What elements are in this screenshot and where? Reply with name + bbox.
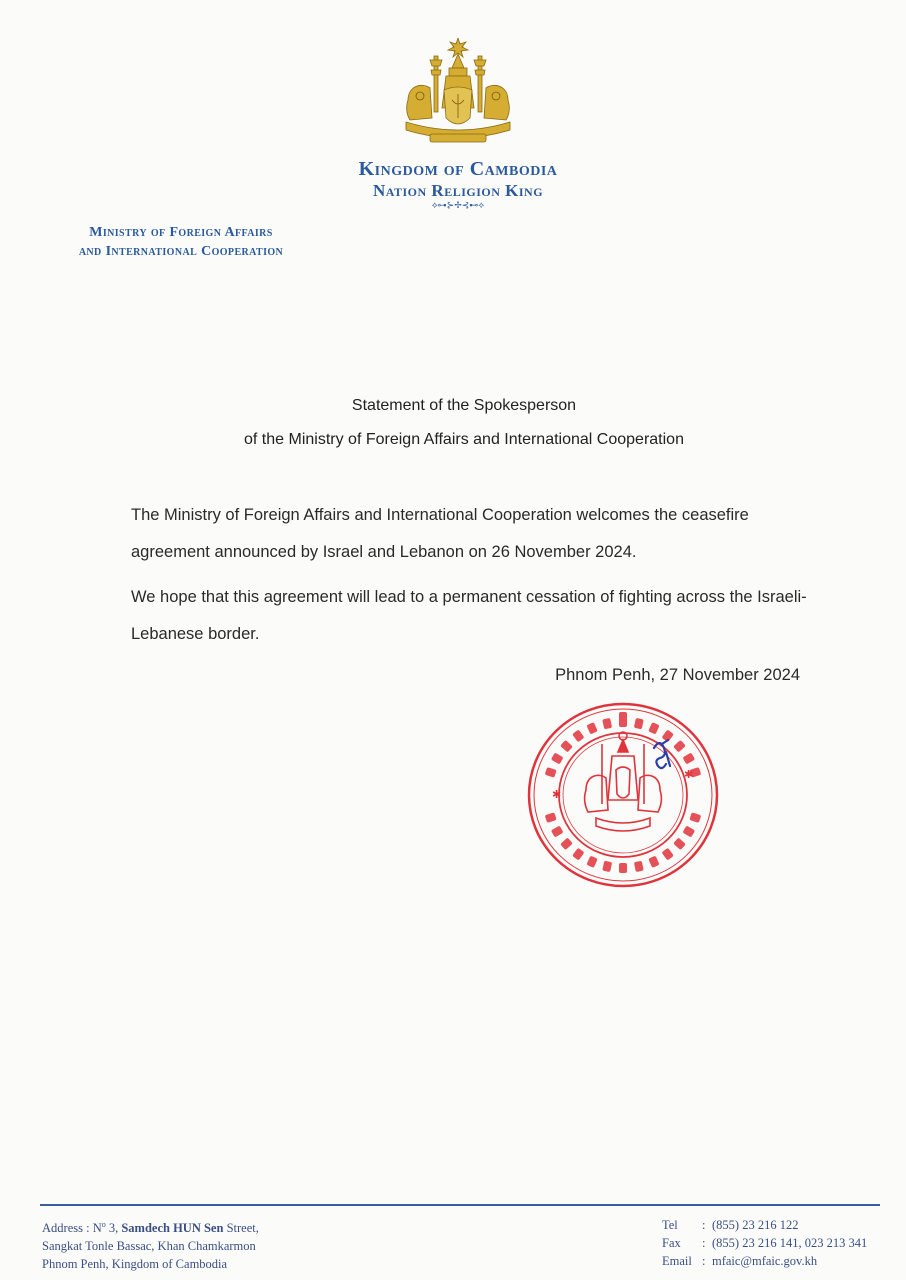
fax-separator: : [702,1236,706,1250]
seal-ring-glyph [648,722,659,734]
email-value: mfaic@mfaic.gov.kh [712,1254,818,1268]
tel-label: Tel [662,1218,678,1232]
seal-ring-glyph [634,861,644,872]
svg-text:✱: ✱ [552,788,562,801]
seal-ring-glyph [560,740,573,753]
address-prefix: Address : N [42,1221,102,1235]
email-separator: : [702,1254,706,1268]
seal-ring-glyph [551,826,564,838]
ministry-name-line1: Ministry of Foreign Affairs [89,225,273,240]
ministry-name-line2: and International Cooperation [78,244,284,259]
statement-title: Statement of the Spokesperson [351,397,577,414]
footer-contacts [662,1216,867,1270]
seal-ring-glyph [634,718,644,729]
tel-value: (855) 23 216 122 [712,1218,799,1232]
svg-text:✱: ✱ [684,768,694,781]
address-number: 3, [105,1221,122,1235]
address-line-2: Sangkat Tonle Bassac, Khan Chamkarmon [42,1239,256,1253]
seal-ring-glyph [586,722,597,734]
seal-ring-glyph [602,718,612,729]
address-line-3: Phnom Penh, Kingdom of Cambodia [42,1257,228,1271]
header-ornament: ⟡⊶⊱✢⊰⊷⟡ [431,201,485,211]
statement-paragraph-1: The Ministry of Foreign Affairs and International Cooperation welcomes the ceasefire agreement announced by Israel and Lebanon on 26 November 2024. [131,506,749,561]
footer-address [42,1219,259,1273]
fax-value: (855) 23 216 141, 023 213 341 [712,1236,868,1250]
seal-ring-glyph [602,861,612,872]
seal-ring-glyph [682,826,695,838]
address-street-suffix: Street, [223,1221,259,1235]
statement-subtitle: of the Ministry of Foreign Affairs and International Cooperation [244,431,684,448]
kingdom-title: Kingdom of Cambodia [358,158,558,180]
seal-ring-glyph [619,863,627,873]
address-line-1 [42,1219,259,1237]
email-label: Email [662,1254,692,1268]
seal-ring-glyph [673,837,686,850]
address-number-sup: o [101,1219,106,1229]
seal-ring-glyph [662,848,674,861]
seal-ring-glyph [551,753,564,765]
seal-ring-glyph [586,856,597,868]
official-seal-stamp [526,700,720,890]
seal-ring-glyph [545,812,557,823]
seal-ring-glyph [682,753,695,765]
tel-separator: : [702,1218,706,1232]
seal-ring-glyph [619,717,627,727]
seal-ring-glyph [572,730,584,743]
place-and-date: Phnom Penh, 27 November 2024 [555,666,800,684]
contact-tel [662,1216,867,1234]
footer-divider [40,1204,880,1206]
seal-ring-glyph [673,740,686,753]
statement-paragraph-2: We hope that this agreement will lead to a permanent cessation of fighting across the Israeli-Lebanese border. [131,588,807,643]
royal-coat-of-arms-emblem [400,38,516,150]
national-motto: Nation Religion King [372,181,544,200]
fax-label: Fax [662,1236,681,1250]
address-street-name: Samdech HUN Sen [121,1221,224,1235]
seal-ring-glyph [648,856,659,868]
seal-ring-glyph [560,837,573,850]
contact-fax [662,1234,867,1252]
contact-email [662,1252,867,1270]
seal-ring-glyph [545,767,557,778]
seal-ring-glyph [572,848,584,861]
seal-ring-glyph [689,812,701,823]
